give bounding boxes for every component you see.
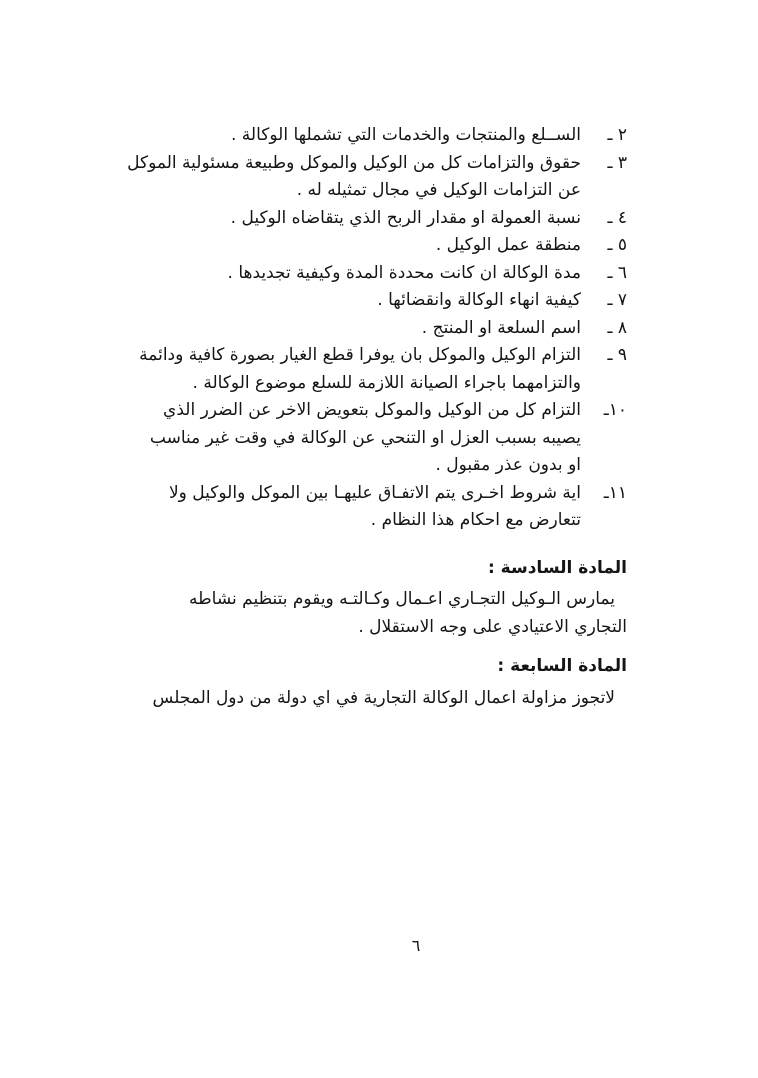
item-line — [118, 287, 627, 315]
document-body — [118, 122, 627, 712]
item-line — [118, 150, 627, 178]
item-line: يصيبه بسبب العزل او التنحي عن الوكالة في وقت غير مناسب — [149, 427, 581, 448]
article-section-six — [118, 555, 627, 642]
list-item — [118, 397, 627, 480]
list-item — [118, 150, 627, 205]
item-marker: ٨ ـ — [607, 317, 627, 338]
item-text: اية شروط اخـرى يتم الاتفـاق عليهـا بين الموكل والوكيل ولا — [168, 482, 581, 503]
item-marker: ١١ـ — [603, 482, 627, 503]
article-section-seven — [118, 653, 627, 712]
item-line: والتزامهما باجراء الصيانة اللازمة للسلع موضوع الوكالة . — [192, 372, 581, 393]
paragraph-line: يمارس الـوكيل التجـاري اعـمال وكـالتـه ويقوم بتنظيم نشاطه — [189, 589, 615, 609]
paragraph-line: التجاري الاعتيادي على وجه الاستقلال . — [358, 616, 627, 637]
item-text: كيفية انهاء الوكالة وانقضائها . — [377, 290, 581, 310]
item-line — [118, 122, 627, 150]
list-item — [118, 315, 627, 343]
item-marker: ٢ ـ — [607, 125, 627, 145]
item-marker: ٤ ـ — [607, 207, 627, 228]
item-marker: ٦ ـ — [607, 262, 627, 283]
item-line — [118, 260, 627, 288]
item-text: مدة الوكالة ان كانت محددة المدة وكيفية تجديدها . — [227, 262, 581, 283]
list-item — [118, 260, 627, 288]
item-marker: ٣ ـ — [607, 152, 627, 173]
item-line — [118, 315, 627, 343]
item-text: اسم السلعة او المنتج . — [421, 317, 581, 338]
article-heading: المادة السابعة : — [497, 656, 627, 676]
item-line: تتعارض مع احكام هذا النظام . — [370, 510, 581, 530]
item-text: التزام الوكيل والموكل بان يوفرا قطع الغيار بصورة كافية ودائمة — [139, 345, 581, 365]
list-item — [118, 205, 627, 233]
item-text: التزام كل من الوكيل والموكل بتعويض الاخر عن الضرر الذي — [163, 400, 581, 420]
item-line — [118, 205, 627, 233]
item-line — [118, 342, 627, 370]
list-item — [118, 122, 627, 150]
list-item — [118, 480, 627, 535]
list-item — [118, 342, 627, 397]
item-marker: ٧ ـ — [607, 290, 627, 310]
item-text: نسبة العمولة او مقدار الربح الذي يتقاضاه الوكيل . — [230, 207, 581, 228]
item-text: منطقة عمل الوكيل . — [435, 235, 581, 255]
article-paragraph — [118, 586, 627, 641]
item-text: الســلع والمنتجات والخدمات التي تشملها الوكالة . — [230, 125, 581, 145]
item-line — [118, 480, 627, 508]
article-heading: المادة السادسة : — [487, 557, 627, 578]
article-paragraph — [118, 685, 627, 713]
item-text: حقوق والتزامات كل من الوكيل والموكل وطبيعة مسئولية الموكل — [127, 152, 581, 173]
item-marker: ٩ ـ — [607, 345, 627, 365]
page-number: ٦ — [411, 936, 421, 955]
item-marker: ١٠ـ — [603, 400, 627, 420]
item-line: او بدون عذر مقبول . — [435, 455, 581, 475]
paragraph-line: لاتجوز مزاولة اعمال الوكالة التجارية في اي دولة من دول المجلس — [152, 687, 615, 708]
list-item — [118, 287, 627, 315]
item-line — [118, 232, 627, 260]
item-line — [118, 397, 627, 425]
item-line: عن التزامات الوكيل في مجال تمثيله له . — [296, 180, 581, 200]
item-marker: ٥ ـ — [607, 235, 627, 255]
list-item — [118, 232, 627, 260]
